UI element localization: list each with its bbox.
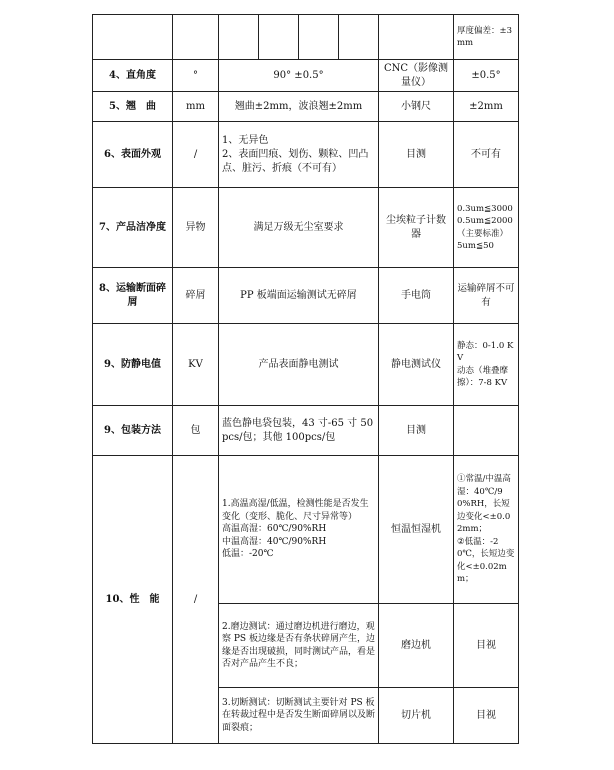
item-cell: 6、表面外观: [93, 122, 173, 188]
tool-cell: CNC（影像测量仪）: [379, 60, 454, 92]
table-row: [93, 406, 519, 456]
criteria-cell: 不可有: [454, 122, 519, 188]
req-cell: 蓝色静电袋包装，43 寸-65 寸 50pcs/包；其他 100pcs/包: [219, 406, 379, 456]
criteria-cell: 0.3um≦3000 0.5um≦2000（主要标准） 5um≦50: [454, 188, 519, 268]
unit-cell: mm: [173, 92, 219, 122]
criteria-cell: 目视: [454, 604, 519, 688]
req-cell-split: [219, 15, 379, 60]
item-cell: 7、产品洁净度: [93, 188, 173, 268]
table-row: [93, 122, 519, 188]
req-cell: 2.磨边测试：通过磨边机进行磨边，观察 PS 板边缘是否有条状碎屑产生，边缘是否出现破损，同时测试产品，看是否对产品产生不良；: [219, 604, 379, 688]
criteria-cell: 静态：0-1.0 KV 动态（堆叠摩擦）：7-8 KV: [454, 324, 519, 406]
unit-cell: KV: [173, 324, 219, 406]
req-cell: 3.切断测试：切断测试主要针对 PS 板在转裁过程中是否发生断面碎屑以及断面裂痕；: [219, 688, 379, 744]
req-cell: 90° ±0.5°: [219, 60, 379, 92]
req-cell: 翘曲±2mm，波浪翘±2mm: [219, 92, 379, 122]
tool-cell: 目测: [379, 122, 454, 188]
item-cell: [93, 15, 173, 60]
tool-cell: 手电筒: [379, 268, 454, 324]
unit-cell: [173, 15, 219, 60]
tool-cell: [379, 15, 454, 60]
table-row: [93, 268, 519, 324]
table-row: [93, 15, 519, 60]
table-row: [93, 92, 519, 122]
tool-cell: 磨边机: [379, 604, 454, 688]
item-cell: 9、防静电值: [93, 324, 173, 406]
unit-cell: /: [173, 456, 219, 744]
tool-cell: 恒温恒湿机: [379, 456, 454, 604]
req-cell: 1.高温高湿/低温，检测性能是否发生变化（变形、脆化、尺寸异常等） 高温高湿：60℃/90%RH 中温高湿：40℃/90%RH 低温：-20℃: [219, 456, 379, 604]
req-cell: PP 板端面运输测试无碎屑: [219, 268, 379, 324]
tool-cell: 尘埃粒子计数器: [379, 188, 454, 268]
item-cell: 5、翘 曲: [93, 92, 173, 122]
criteria-cell: [454, 406, 519, 456]
unit-cell: 包: [173, 406, 219, 456]
table-row: [93, 456, 519, 604]
table-row: [93, 188, 519, 268]
req-cell: 产品表面静电测试: [219, 324, 379, 406]
tool-cell: 小钢尺: [379, 92, 454, 122]
table-row: [93, 60, 519, 92]
unit-cell: 异物: [173, 188, 219, 268]
spec-table: [92, 14, 519, 744]
criteria-cell: ±2mm: [454, 92, 519, 122]
req-cell: 满足万级无尘室要求: [219, 188, 379, 268]
unit-cell: 碎屑: [173, 268, 219, 324]
criteria-cell: 运输碎屑不可有: [454, 268, 519, 324]
criteria-cell: ±0.5°: [454, 60, 519, 92]
unit-cell: °: [173, 60, 219, 92]
req-cell: 1、无异色 2、表面凹痕、划伤、颗粒、凹凸点、脏污、折痕（不可有）: [219, 122, 379, 188]
item-cell: 9、包装方法: [93, 406, 173, 456]
table-row: [93, 324, 519, 406]
item-cell: 4、直角度: [93, 60, 173, 92]
criteria-cell: 厚度偏差：±3mm: [454, 15, 519, 60]
criteria-cell: 目视: [454, 688, 519, 744]
tool-cell: 切片机: [379, 688, 454, 744]
unit-cell: /: [173, 122, 219, 188]
item-cell: 8、运输断面碎屑: [93, 268, 173, 324]
tool-cell: 目测: [379, 406, 454, 456]
criteria-cell: ①常温/中温高湿：40℃/90%RH，长短边变化<±0.02mm； ②低温：-20℃，长短边变化<±0.02mm；: [454, 456, 519, 604]
item-cell: 10、性 能: [93, 456, 173, 744]
tool-cell: 静电测试仪: [379, 324, 454, 406]
